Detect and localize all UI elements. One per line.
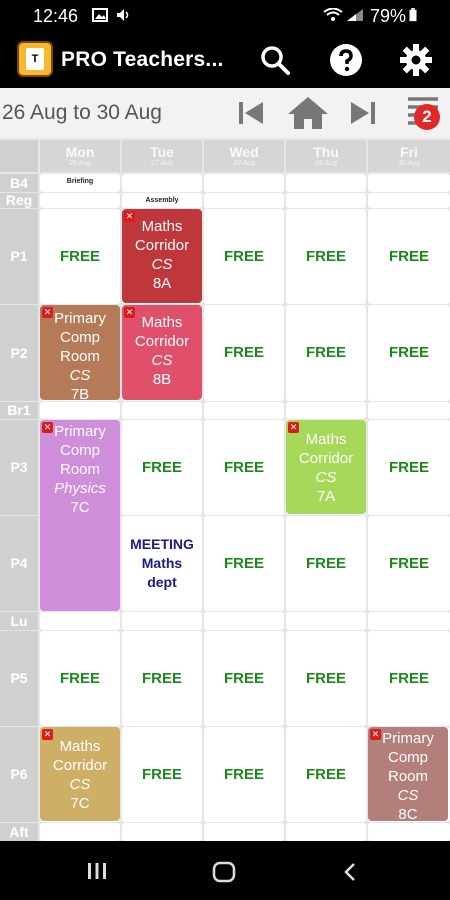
free-slot[interactable]: FREE xyxy=(204,727,284,822)
free-slot[interactable]: FREE xyxy=(286,631,366,726)
gear-icon[interactable] xyxy=(398,42,434,78)
free-slot[interactable]: FREE xyxy=(286,516,366,611)
free-slot[interactable]: FREE xyxy=(204,209,284,304)
day-date: 29 Aug xyxy=(315,160,337,167)
lesson-room: Room xyxy=(387,768,428,785)
row-label-aft: Aft xyxy=(0,823,38,841)
duty-briefing[interactable]: Briefing xyxy=(40,174,120,192)
day-name: Fri xyxy=(400,144,418,160)
free-slot[interactable]: FREE xyxy=(368,420,450,515)
free-slot[interactable]: FREE xyxy=(286,305,366,401)
lesson-thu-p3[interactable] xyxy=(286,420,366,514)
lesson-class: 7C xyxy=(70,499,90,516)
lesson-room: Comp xyxy=(59,442,100,459)
battery-level: 79% xyxy=(370,6,407,26)
timetable-grid xyxy=(0,138,450,841)
duty-assembly[interactable]: Assembly xyxy=(122,193,202,208)
meeting-detail: Maths xyxy=(141,555,183,571)
image-notification-icon xyxy=(92,8,108,22)
day-date: 27 Aug xyxy=(151,160,173,167)
lesson-tue-p2[interactable] xyxy=(122,305,202,400)
lesson-class: 7A xyxy=(316,488,336,505)
lesson-class: 8C xyxy=(398,806,418,823)
reg-cell[interactable] xyxy=(368,193,450,208)
lesson-subject: CS xyxy=(151,352,173,369)
cancel-lesson-icon[interactable]: ✕ xyxy=(43,422,52,432)
grid-corner xyxy=(0,140,38,172)
cancel-lesson-icon[interactable]: ✕ xyxy=(43,307,52,317)
free-slot[interactable]: FREE xyxy=(204,516,284,611)
lesson-fri-p6[interactable] xyxy=(368,727,448,821)
row-label-b4: B4 xyxy=(0,174,38,192)
cancel-lesson-icon[interactable]: ✕ xyxy=(43,729,52,739)
app-bar xyxy=(0,32,450,88)
lesson-mon-p3[interactable] xyxy=(40,420,120,611)
lesson-room: Primary xyxy=(54,423,106,440)
lesson-room: Comp xyxy=(387,749,428,766)
free-slot[interactable]: FREE xyxy=(122,727,202,822)
day-name: Thu xyxy=(313,144,339,160)
row-label-br1: Br1 xyxy=(0,402,38,419)
search-icon[interactable] xyxy=(257,42,293,78)
row-label-p6: P6 xyxy=(0,727,38,822)
after-school-cell[interactable] xyxy=(286,823,366,841)
day-header-mon xyxy=(40,140,120,172)
status-time: 12:46 xyxy=(33,6,79,26)
break-cell[interactable] xyxy=(122,402,202,419)
break-cell[interactable] xyxy=(368,402,450,419)
day-date: 28 Aug xyxy=(233,160,255,167)
lesson-room: Corridor xyxy=(134,333,190,350)
week-navigation-bar xyxy=(0,88,450,138)
home-icon[interactable] xyxy=(286,95,330,131)
lunch-cell[interactable] xyxy=(40,612,120,630)
lesson-room: Maths xyxy=(305,431,347,448)
lunch-cell[interactable] xyxy=(204,612,284,630)
lesson-class: 8B xyxy=(152,371,172,388)
lesson-tue-p1[interactable] xyxy=(122,209,202,303)
reg-cell[interactable] xyxy=(40,193,120,208)
lesson-room: Room xyxy=(59,348,100,365)
home-button-icon[interactable] xyxy=(212,861,236,883)
lesson-subject: CS xyxy=(69,367,91,384)
lesson-mon-p2[interactable] xyxy=(40,305,120,403)
break-cell[interactable] xyxy=(40,402,120,419)
free-slot[interactable]: FREE xyxy=(286,727,366,822)
day-header-tue xyxy=(122,140,202,172)
free-slot[interactable]: FREE xyxy=(40,631,120,726)
free-slot[interactable]: FREE xyxy=(368,516,450,611)
free-slot[interactable]: FREE xyxy=(368,305,450,401)
wifi-icon xyxy=(323,8,343,22)
lesson-room: Corridor xyxy=(298,450,354,467)
b4-cell[interactable] xyxy=(122,174,202,192)
after-school-cell[interactable] xyxy=(368,823,450,841)
recent-apps-icon[interactable] xyxy=(86,862,108,880)
back-icon[interactable] xyxy=(342,862,358,882)
day-header-fri xyxy=(368,140,450,172)
free-slot[interactable]: FREE xyxy=(122,420,202,515)
meeting-detail: dept xyxy=(147,574,177,590)
lesson-subject: CS xyxy=(69,776,91,793)
signal-icon xyxy=(346,8,364,22)
meeting-title: MEETING xyxy=(130,536,194,552)
lesson-room: Maths xyxy=(141,314,183,331)
cancel-lesson-icon[interactable]: ✕ xyxy=(125,307,134,317)
app-logo[interactable] xyxy=(17,41,53,77)
after-school-cell[interactable] xyxy=(122,823,202,841)
cancel-lesson-icon[interactable]: ✕ xyxy=(289,422,298,432)
b4-cell[interactable] xyxy=(368,174,450,192)
lesson-room: Room xyxy=(59,461,100,478)
free-slot[interactable]: FREE xyxy=(286,209,366,304)
free-slot[interactable]: FREE xyxy=(368,631,450,726)
free-slot[interactable]: FREE xyxy=(368,209,450,304)
break-cell[interactable] xyxy=(204,402,284,419)
row-label-p5: P5 xyxy=(0,631,38,726)
app-title: PRO Teachers... xyxy=(61,48,224,71)
lesson-subject: CS xyxy=(151,256,173,273)
lesson-room: Comp xyxy=(59,329,100,346)
b4-cell[interactable] xyxy=(204,174,284,192)
after-school-cell[interactable] xyxy=(204,823,284,841)
lesson-class: 8A xyxy=(152,275,172,292)
row-label-p4: P4 xyxy=(0,516,38,611)
reg-cell[interactable] xyxy=(204,193,284,208)
lesson-room: Primary xyxy=(382,730,434,747)
lesson-mon-p6[interactable] xyxy=(40,727,120,821)
b4-cell[interactable] xyxy=(286,174,366,192)
notification-badge[interactable]: 2 xyxy=(414,104,440,130)
day-name: Wed xyxy=(229,144,259,160)
week-range: 26 Aug to 30 Aug xyxy=(2,101,162,124)
next-week-icon[interactable] xyxy=(348,95,378,131)
meeting-entry[interactable] xyxy=(122,535,202,592)
previous-week-icon[interactable] xyxy=(236,95,266,131)
day-name: Mon xyxy=(65,144,95,160)
row-label-p2: P2 xyxy=(0,305,38,401)
lesson-room: Maths xyxy=(59,738,101,755)
after-school-cell[interactable] xyxy=(40,823,120,841)
system-nav-bar xyxy=(0,841,450,900)
lesson-room: Maths xyxy=(141,218,183,235)
lesson-subject: Physics xyxy=(54,480,106,497)
row-label-lu: Lu xyxy=(0,612,38,630)
free-slot[interactable]: FREE xyxy=(204,305,284,401)
lesson-room: Corridor xyxy=(134,237,190,254)
free-slot[interactable]: FREE xyxy=(122,631,202,726)
day-header-thu xyxy=(286,140,366,172)
lesson-class: 7C xyxy=(70,795,90,812)
lesson-room: Corridor xyxy=(52,757,108,774)
lesson-room: Primary xyxy=(54,310,106,327)
battery-icon xyxy=(408,8,418,22)
lunch-cell[interactable] xyxy=(368,612,450,630)
break-cell[interactable] xyxy=(286,402,366,419)
volume-icon xyxy=(116,8,130,22)
app-logo-letter: T xyxy=(26,48,44,70)
row-label-p3: P3 xyxy=(0,420,38,515)
free-slot[interactable]: FREE xyxy=(204,420,284,515)
lunch-cell[interactable] xyxy=(286,612,366,630)
lesson-subject: CS xyxy=(315,469,337,486)
status-bar xyxy=(0,0,450,32)
day-name: Tue xyxy=(150,144,174,160)
cancel-lesson-icon[interactable]: ✕ xyxy=(125,211,134,221)
row-label-reg: Reg xyxy=(0,193,38,208)
cancel-lesson-icon[interactable]: ✕ xyxy=(371,729,380,739)
reg-cell[interactable] xyxy=(286,193,366,208)
lesson-subject: CS xyxy=(397,787,419,804)
day-date: 26 Aug xyxy=(69,160,91,167)
lesson-class: 7B xyxy=(70,386,90,403)
day-header-wed xyxy=(204,140,284,172)
free-slot[interactable]: FREE xyxy=(40,209,120,304)
day-date: 30 Aug xyxy=(398,160,420,167)
free-slot[interactable]: FREE xyxy=(204,631,284,726)
help-icon[interactable] xyxy=(328,42,364,78)
lunch-cell[interactable] xyxy=(122,612,202,630)
row-label-p1: P1 xyxy=(0,209,38,304)
